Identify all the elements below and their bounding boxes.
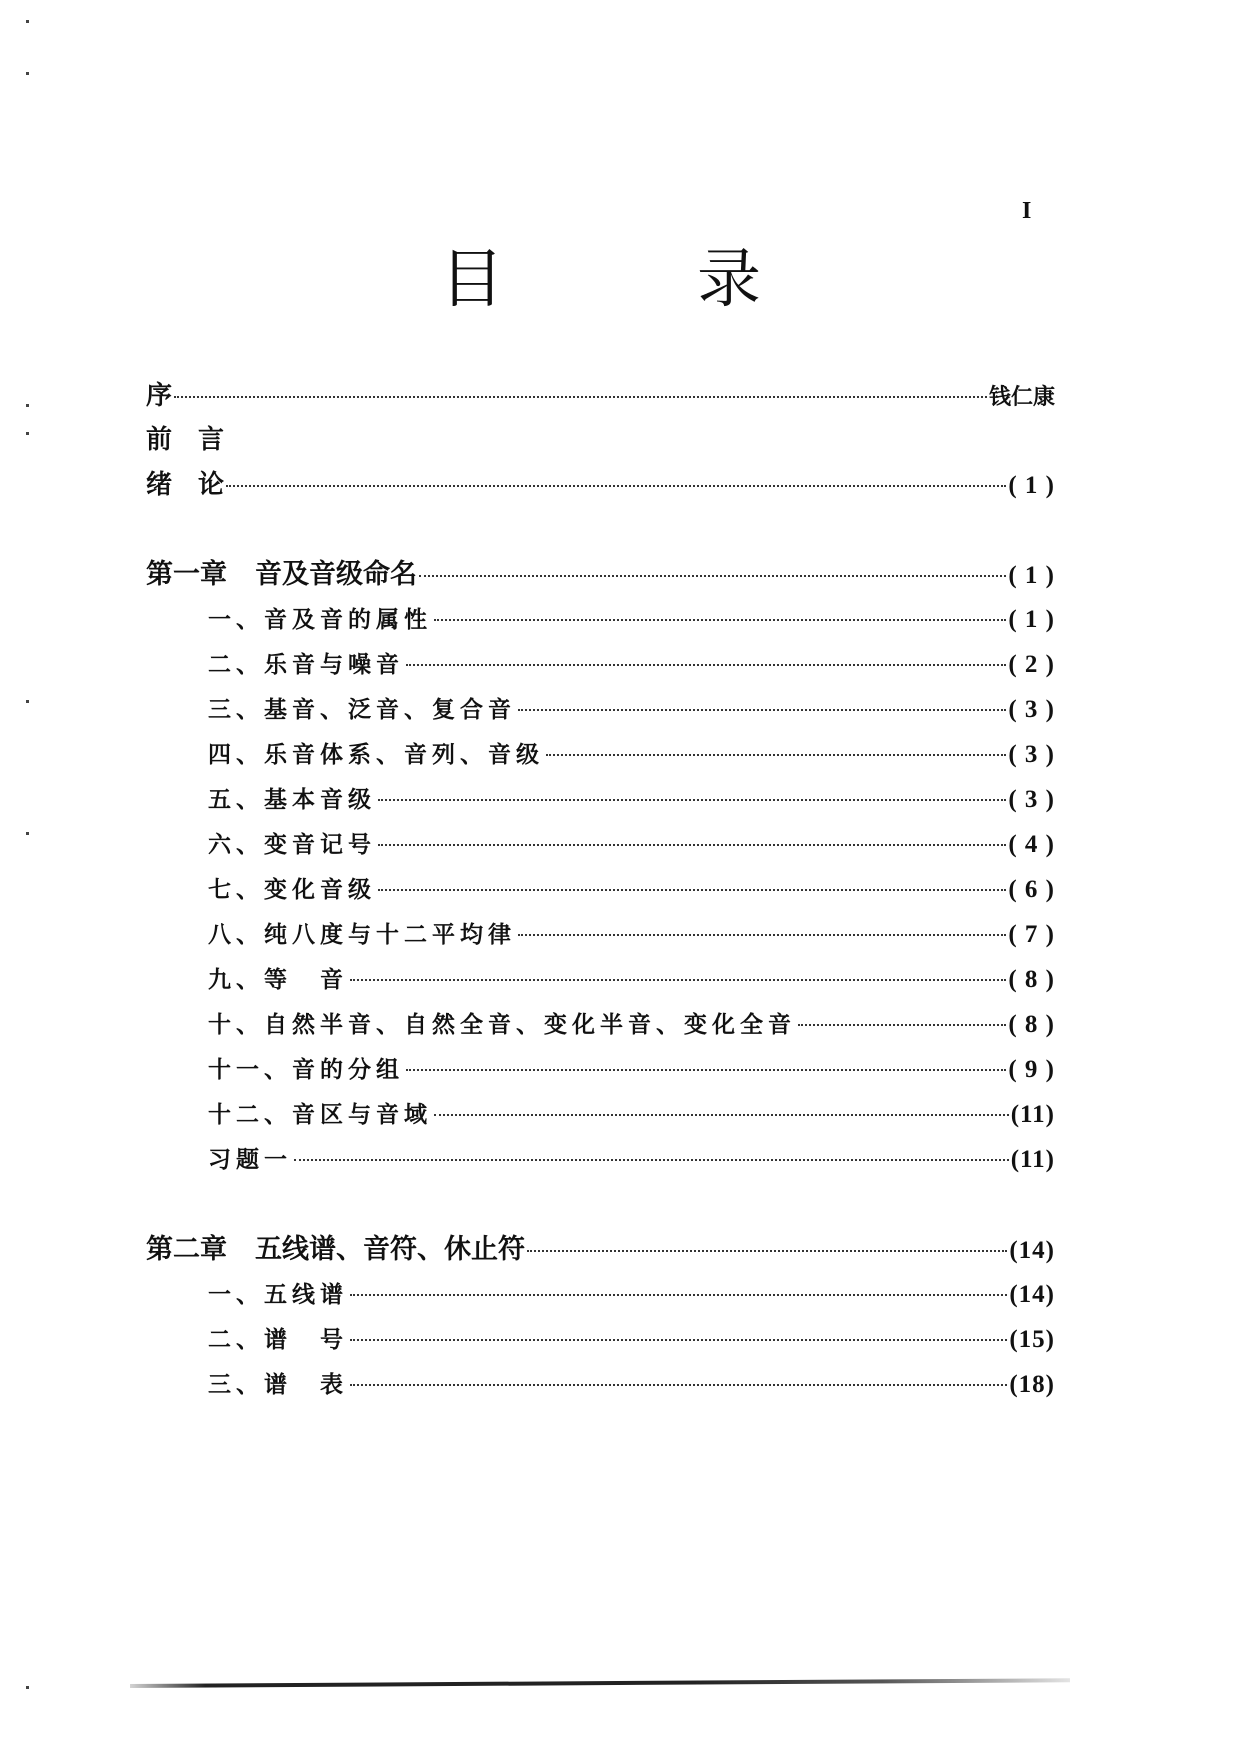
toc-entry-page: (14)	[1009, 1281, 1055, 1308]
dot-leader	[226, 485, 1006, 487]
toc-chapter-1[interactable]	[146, 555, 1055, 595]
dot-leader	[294, 1159, 1009, 1161]
toc-entry-page: ( 1 )	[1008, 562, 1055, 589]
toc-entry-page: ( 2 )	[1008, 651, 1055, 678]
dot-leader	[546, 754, 1006, 756]
toc-entry-label: 三、基音、泛音、复合音	[208, 696, 516, 723]
toc-section[interactable]	[208, 825, 1055, 865]
dot-leader	[419, 575, 1006, 577]
dot-leader	[518, 934, 1006, 936]
dot-leader	[378, 844, 1006, 846]
toc-entry-page: ( 3 )	[1008, 741, 1055, 768]
toc-entry-page: ( 3 )	[1008, 696, 1055, 723]
toc-entry-page: (11)	[1010, 1146, 1055, 1173]
toc-entry-label: 九、等 音	[208, 966, 348, 993]
toc-section[interactable]	[208, 915, 1055, 955]
toc-entry-label: 三、谱 表	[208, 1371, 348, 1398]
toc-section[interactable]	[208, 1320, 1055, 1360]
toc-chapter-2[interactable]	[146, 1230, 1055, 1270]
toc-entry-label: 十、自然半音、自然全音、变化半音、变化全音	[208, 1011, 796, 1038]
toc-section[interactable]	[208, 690, 1055, 730]
toc-entry-introduction[interactable]	[146, 465, 1055, 505]
dot-leader	[798, 1024, 1006, 1026]
dot-leader	[350, 979, 1006, 981]
dot-leader	[378, 889, 1006, 891]
dot-leader	[527, 1250, 1007, 1252]
toc-section[interactable]	[208, 960, 1055, 1000]
toc-entry-page: (11)	[1010, 1101, 1055, 1128]
toc-entry-foreword[interactable]	[146, 420, 224, 460]
toc-entry-label: 一、音及音的属性	[208, 606, 432, 633]
toc-entry-label: 习题一	[208, 1146, 292, 1173]
toc-section[interactable]	[208, 735, 1055, 775]
toc-entry-page: (18)	[1009, 1371, 1055, 1398]
toc-entry-page: ( 7 )	[1008, 921, 1055, 948]
toc-entry-label: 一、五线谱	[208, 1281, 348, 1308]
dot-leader	[434, 619, 1006, 621]
dot-leader	[350, 1384, 1007, 1386]
toc-entry-label: 四、乐音体系、音列、音级	[208, 741, 544, 768]
scan-artifact-line	[130, 1678, 1070, 1688]
toc-section[interactable]	[208, 600, 1055, 640]
toc-entry-author: 钱仁康	[988, 385, 1055, 410]
dot-leader	[350, 1294, 1007, 1296]
toc-entry-label: 绪 论	[146, 470, 225, 500]
title-char-1: 目	[440, 243, 504, 317]
toc-entry-label: 八、纯八度与十二平均律	[208, 921, 516, 948]
chapter-number: 第二章	[146, 1234, 227, 1265]
toc-section[interactable]	[208, 645, 1055, 685]
toc-entry-label: 五、基本音级	[208, 786, 376, 813]
toc-entry-label: 六、变音记号	[208, 831, 376, 858]
chapter-number: 第一章	[146, 559, 227, 590]
toc-section-exercises[interactable]	[208, 1140, 1055, 1180]
dot-leader	[406, 664, 1006, 666]
toc-entry-preface[interactable]	[146, 376, 1055, 416]
toc-section[interactable]	[208, 1365, 1055, 1405]
dot-leader	[406, 1069, 1006, 1071]
toc-entry-page: ( 8 )	[1008, 966, 1055, 993]
toc-entry-page: ( 6 )	[1008, 876, 1055, 903]
toc-entry-page: ( 1 )	[1008, 472, 1055, 499]
scan-artifact-dot	[26, 832, 29, 835]
toc-entry-page: ( 4 )	[1008, 831, 1055, 858]
scan-artifact-dot	[26, 20, 29, 23]
toc-section[interactable]	[208, 1005, 1055, 1045]
toc-entry-label: 十二、音区与音域	[208, 1101, 432, 1128]
dot-leader	[174, 396, 987, 398]
page-title	[0, 240, 1240, 320]
toc-section[interactable]	[208, 1095, 1055, 1135]
toc-entry-label: 前 言	[146, 425, 225, 455]
toc-entry-label: 序	[146, 381, 173, 411]
toc-entry-label: 七、变化音级	[208, 876, 376, 903]
scan-artifact-dot	[26, 72, 29, 75]
toc-entry-page: (14)	[1009, 1237, 1055, 1264]
dot-leader	[434, 1114, 1009, 1116]
toc-entry-label: 二、谱 号	[208, 1326, 348, 1353]
toc-entry-page: ( 1 )	[1008, 606, 1055, 633]
toc-entry-page: ( 9 )	[1008, 1056, 1055, 1083]
toc-section[interactable]	[208, 1275, 1055, 1315]
page-folio: I	[1022, 198, 1032, 224]
toc-section[interactable]	[208, 1050, 1055, 1090]
chapter-title: 音及音级命名	[255, 559, 417, 590]
toc-entry-label: 十一、音的分组	[208, 1056, 404, 1083]
scan-artifact-dot	[26, 432, 29, 435]
toc-entry-label: 二、乐音与噪音	[208, 651, 404, 678]
dot-leader	[378, 799, 1006, 801]
dot-leader	[518, 709, 1006, 711]
toc-entry-page: ( 8 )	[1008, 1011, 1055, 1038]
toc-section[interactable]	[208, 870, 1055, 910]
toc-section[interactable]	[208, 780, 1055, 820]
chapter-title: 五线谱、音符、休止符	[255, 1234, 525, 1265]
scan-artifact-dot	[26, 404, 29, 407]
scan-artifact-dot	[26, 1686, 29, 1689]
toc-entry-page: ( 3 )	[1008, 786, 1055, 813]
title-char-2: 录	[697, 243, 761, 317]
scan-artifact-dot	[26, 700, 29, 703]
dot-leader	[350, 1339, 1007, 1341]
toc-entry-page: (15)	[1009, 1326, 1055, 1353]
